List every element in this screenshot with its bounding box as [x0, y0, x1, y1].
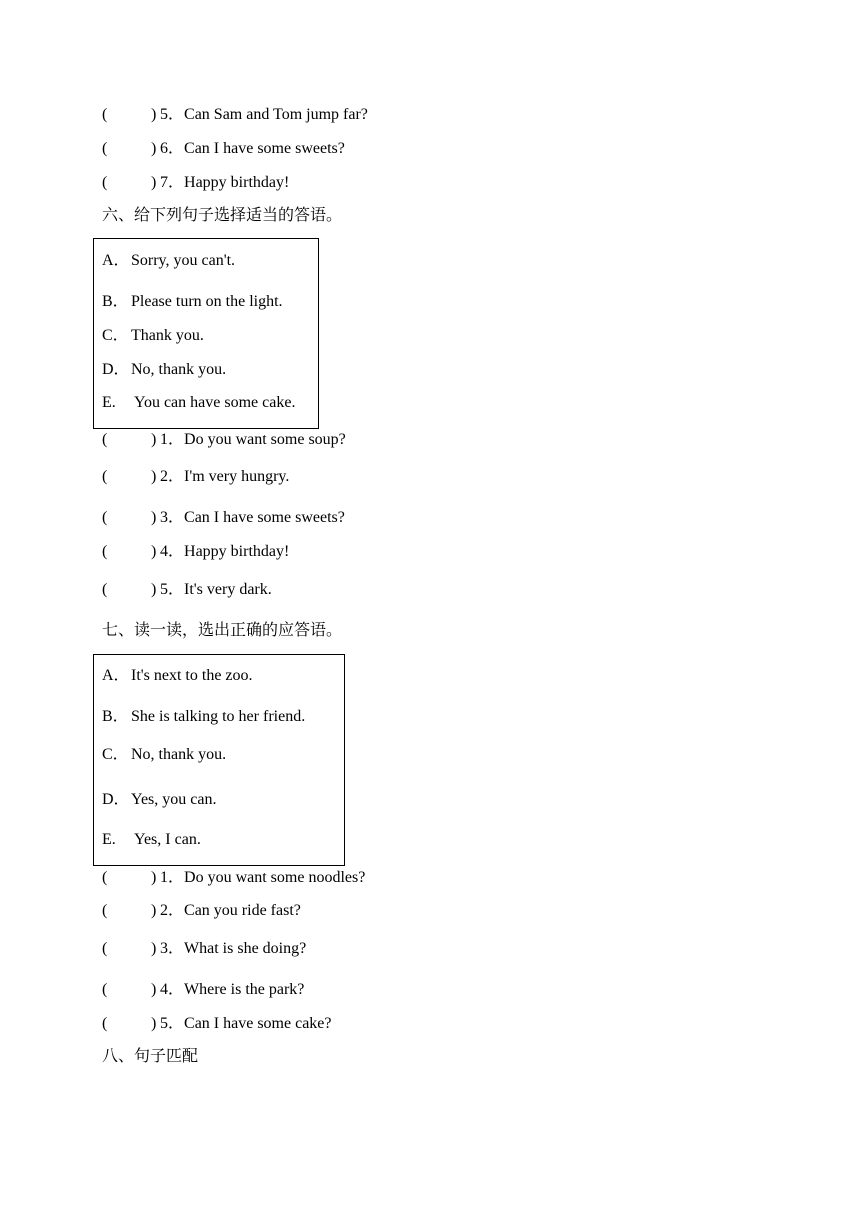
option-text: It's next to the zoo. [131, 667, 253, 684]
answer-paren-open: ( [102, 1015, 108, 1032]
question-text: 4．Happy birthday! [160, 543, 290, 560]
answer-paren-open: ( [102, 431, 108, 448]
answer-paren-close: ) [151, 543, 157, 560]
option-text: She is talking to her friend. [131, 708, 306, 725]
options-box [93, 238, 319, 429]
question-number: 2 [160, 468, 168, 485]
option-key: C． [102, 746, 129, 763]
option-key: A． [102, 252, 130, 269]
answer-paren-open: ( [102, 509, 108, 526]
option-text: Please turn on the light. [131, 293, 283, 310]
question-text: 5．Can Sam and Tom jump far? [160, 106, 368, 123]
question-number: 1 [160, 869, 168, 886]
option-text: Sorry, you can't. [131, 252, 236, 269]
question-text: 2．Can you ride fast? [160, 902, 301, 919]
question-text: 7．Happy birthday! [160, 174, 290, 191]
answer-paren-close: ) [151, 509, 157, 526]
answer-paren-close: ) [151, 869, 157, 886]
option-text: Thank you. [131, 327, 204, 344]
question-text: 1．Do you want some soup? [160, 431, 346, 448]
answer-paren-open: ( [102, 869, 108, 886]
question-number: 1 [160, 431, 168, 448]
answer-paren-close: ) [151, 431, 157, 448]
option-item [102, 666, 253, 686]
answer-paren-close: ) [151, 468, 157, 485]
answer-paren-close: ) [151, 581, 157, 598]
answer-paren-open: ( [102, 902, 108, 919]
question-number: 6 [160, 140, 168, 157]
question-sentence: Can Sam and Tom jump far? [184, 106, 368, 123]
question-sentence: Do you want some soup? [184, 431, 346, 448]
option-key: A． [102, 667, 130, 684]
question-text: 5．It's very dark. [160, 581, 272, 598]
question-sentence: Can I have some sweets? [184, 509, 345, 526]
option-text: You can have some cake. [134, 394, 296, 411]
option-item [102, 251, 235, 271]
answer-paren-close: ) [151, 1015, 157, 1032]
question-sentence: Happy birthday! [184, 174, 290, 191]
question-text: 6．Can I have some sweets? [160, 140, 345, 157]
question-text: 4．Where is the park? [160, 981, 305, 998]
option-text: Yes, you can. [131, 791, 217, 808]
question-text: 3．What is she doing? [160, 940, 307, 957]
section-heading: 六、给下列句子选择适当的答语。 [102, 207, 343, 224]
answer-paren-close: ) [151, 174, 157, 191]
options-box [93, 654, 345, 866]
option-item [102, 745, 226, 765]
option-item [102, 326, 204, 346]
question-text: 3．Can I have some sweets? [160, 509, 345, 526]
answer-paren-open: ( [102, 581, 108, 598]
option-key: E. [102, 831, 116, 848]
answer-paren-open: ( [102, 140, 108, 157]
question-sentence: Happy birthday! [184, 543, 290, 560]
option-item [102, 707, 305, 727]
option-key: D． [102, 361, 130, 378]
answer-paren-close: ) [151, 940, 157, 957]
section-heading: 七、读一读，选出正确的应答语。 [102, 622, 343, 639]
option-item [102, 790, 216, 810]
question-number: 3 [160, 940, 168, 957]
option-key: D． [102, 791, 130, 808]
question-number: 5 [160, 106, 168, 123]
question-number: 5 [160, 1015, 168, 1032]
question-text: 1．Do you want some noodles? [160, 869, 366, 886]
question-sentence: Can you ride fast? [184, 902, 301, 919]
question-number: 3 [160, 509, 168, 526]
question-number: 4 [160, 543, 168, 560]
question-sentence: What is she doing? [184, 940, 307, 957]
question-number: 4 [160, 981, 168, 998]
option-text: No, thank you. [131, 361, 227, 378]
option-key: B． [102, 708, 129, 725]
answer-paren-open: ( [102, 106, 108, 123]
question-sentence: Can I have some sweets? [184, 140, 345, 157]
option-text: No, thank you. [131, 746, 227, 763]
section-heading: 八、句子匹配 [102, 1048, 199, 1065]
option-key: B． [102, 293, 129, 310]
question-sentence: Where is the park? [184, 981, 305, 998]
question-number: 5 [160, 581, 168, 598]
question-number: 2 [160, 902, 168, 919]
answer-paren-open: ( [102, 543, 108, 560]
option-key: E. [102, 394, 116, 411]
option-key: C． [102, 327, 129, 344]
answer-paren-open: ( [102, 981, 108, 998]
answer-paren-open: ( [102, 174, 108, 191]
option-item [102, 393, 295, 413]
question-sentence: I'm very hungry. [184, 468, 290, 485]
question-number: 7 [160, 174, 168, 191]
answer-paren-open: ( [102, 468, 108, 485]
option-text: Yes, I can. [134, 831, 201, 848]
option-item [102, 360, 226, 380]
answer-paren-close: ) [151, 140, 157, 157]
question-sentence: Do you want some noodles? [184, 869, 366, 886]
answer-paren-close: ) [151, 106, 157, 123]
answer-paren-close: ) [151, 981, 157, 998]
question-sentence: Can I have some cake? [184, 1015, 332, 1032]
question-sentence: It's very dark. [184, 581, 272, 598]
option-item [102, 830, 201, 850]
answer-paren-open: ( [102, 940, 108, 957]
answer-paren-close: ) [151, 902, 157, 919]
option-item [102, 292, 283, 312]
question-text: 2．I'm very hungry. [160, 468, 290, 485]
question-text: 5．Can I have some cake? [160, 1015, 332, 1032]
